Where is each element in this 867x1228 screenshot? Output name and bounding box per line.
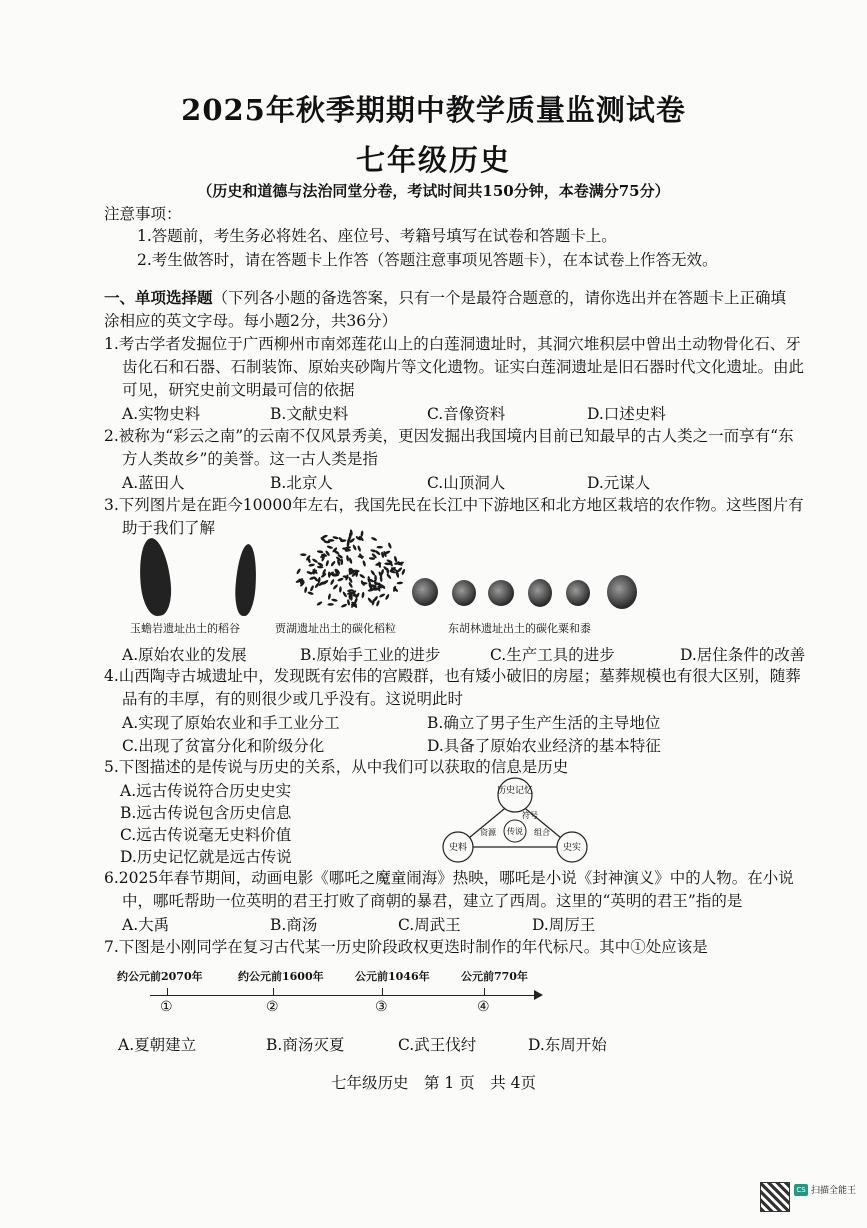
q4-text-1: 4.山西陶寺古城遗址中，发现既有宏伟的宫殿群，也有矮小破旧的房屋；墓葬规模也有很大区别，随葬 — [104, 667, 801, 685]
q5-option-d: D.历史记忆就是远古传说 — [120, 848, 292, 866]
q1-option-a: A.实物史料 — [122, 405, 201, 423]
timeline-arrow — [534, 990, 543, 1000]
q3-option-a: A.原始农业的发展 — [122, 646, 247, 664]
q4-option-a: A.实现了原始农业和手工业分工 — [122, 714, 340, 732]
q5-text-1: 5.下图描述的是传说与历史的关系，从中我们可以获取的信息是历史 — [104, 758, 569, 776]
diagram-label-memory: 历史记忆 — [496, 786, 534, 796]
q2-option-d: D.元谋人 — [587, 474, 651, 492]
section-1-title: 一、单项选择题 — [104, 288, 213, 307]
q7-option-d: D.东周开始 — [528, 1036, 607, 1054]
q2-text-2: 方人类故乡”的美誉。这一古人类是指 — [122, 450, 378, 468]
notes-item-2: 2.考生做答时，请在答题卡上作答（答题注意事项见答题卡），在本试卷上作答无效。 — [137, 251, 718, 269]
page-footer: 七年级历史 第 1 页 共 4页 — [330, 1074, 536, 1092]
notes-item-1: 1.答题前，考生务必将姓名、座位号、考籍号填写在试卷和答题卡上。 — [137, 227, 617, 245]
section-1-heading — [104, 287, 786, 309]
q1-text-2: 齿化石和石器、石制装饰、原始夹砂陶片等文化遗物。证实白莲洞遗址是旧石器时代文化遗址。由此 — [122, 358, 805, 376]
q1-option-b: B.文献史料 — [270, 405, 349, 423]
timeline-mark-1: ① — [160, 999, 173, 1015]
q3-text-1: 3.下列图片是在距今10000年左右，我国先民在长江中下游地区和北方地区栽培的农作物。这些图片有 — [104, 496, 804, 514]
q1-option-d: D.口述史料 — [587, 405, 666, 423]
caption-rice: 玉蟾岩遗址出土的稻谷 — [130, 622, 240, 635]
q5-option-c: C.远古传说毫无史料价值 — [120, 826, 292, 844]
timeline-tick-3 — [382, 988, 383, 995]
diagram-label-legend: 传说 — [507, 827, 523, 836]
subject-title: 七年级历史 — [355, 143, 511, 177]
timeline-date-2: 约公元前1600年 — [238, 970, 324, 983]
q6-option-b: B.商汤 — [270, 916, 318, 934]
timeline-date-3: 公元前1046年 — [355, 970, 430, 983]
q7-option-a: A.夏朝建立 — [118, 1036, 197, 1054]
timeline-tick-1 — [167, 988, 168, 995]
q3-text-2: 助于我们了解 — [122, 519, 216, 537]
diagram-label-sources: 史料 — [448, 843, 468, 853]
q3-option-d: D.居住条件的改善 — [680, 646, 806, 664]
caption-carbonized-rice: 贾湖遗址出土的碳化稻粒 — [275, 622, 396, 635]
q6-text-2: 中，哪吒帮助一位英明的君王打败了商朝的暴君，建立了西周。这里的“英明的君王”指的是 — [122, 892, 743, 910]
q7-text-1: 7.下图是小刚同学在复习古代某一历史阶段政权更迭时制作的年代标尺。其中①处应该是 — [104, 938, 708, 956]
q6-text-1: 6.2025年春节期间，动画电影《哪吒之魔童闹海》热映，哪吒是小说《封神演义》中的人物。在小说 — [104, 869, 794, 887]
notes-heading: 注意事项： — [104, 205, 182, 223]
timeline-mark-2: ② — [266, 999, 279, 1015]
q7-option-c: C.武王伐纣 — [398, 1036, 477, 1054]
qr-code-icon — [760, 1182, 790, 1212]
exam-title: 2025年秋季期期中教学质量监测试卷 — [181, 93, 686, 127]
timeline-mark-4: ④ — [477, 999, 490, 1015]
timeline-date-1: 约公元前2070年 — [117, 970, 203, 983]
caption-millet: 东胡林遗址出土的碳化粟和黍 — [448, 622, 591, 635]
q1-option-c: C.音像资料 — [427, 405, 506, 423]
timeline-tick-2 — [273, 988, 274, 995]
section-1-instructions: （下列各小题的备选答案，只有一个是最符合题意的，请你选出并在答题卡上正确填 — [212, 289, 787, 307]
q6-option-a: A.大禹 — [122, 916, 170, 934]
q5-option-a: A.远古传说符合历史史实 — [120, 782, 292, 800]
q2-option-a: A.蓝田人 — [122, 474, 185, 492]
timeline-mark-3: ③ — [375, 999, 388, 1015]
diagram-label-combine: 组合 — [534, 828, 550, 837]
diagram-label-symbol: 符号 — [522, 811, 538, 820]
exam-subtitle: （历史和道德与法治同堂分卷，考试时间共150分钟，本卷满分75分） — [197, 182, 670, 200]
legend-history-diagram — [430, 775, 600, 865]
q4-option-d: D.具备了原始农业经济的基本特征 — [427, 737, 661, 755]
q4-option-c: C.出现了贫富分化和阶级分化 — [122, 737, 325, 755]
q2-text-1: 2.被称为“彩云之南”的云南不仅风景秀美，更因发掘出我国境内目前已知最早的古人类之一而享有“东 — [104, 427, 794, 445]
q3-option-c: C.生产工具的进步 — [490, 646, 615, 664]
q4-text-2: 品有的丰厚，有的则很少或几乎没有。这说明此时 — [122, 690, 464, 708]
q1-text-3: 可见，研究史前文明最可信的依据 — [122, 381, 355, 399]
camscanner-icon: CS — [794, 1184, 808, 1196]
q6-option-d: D.周厉王 — [532, 916, 596, 934]
diagram-label-facts: 史实 — [562, 843, 582, 853]
diagram-label-resource: 资源 — [480, 828, 496, 837]
timeline-axis — [150, 995, 538, 996]
timeline-date-4: 公元前770年 — [461, 970, 528, 983]
carbonized-rice-image — [290, 526, 410, 616]
q1-text-1: 1.考古学者发掘位于广西柳州市南郊莲花山上的白莲洞遗址时，其洞穴堆积层中曾出土动物骨化石、牙 — [104, 335, 801, 353]
section-1-instructions-2: 涂相应的英文字母。每小题2分，共36分） — [104, 312, 398, 330]
scanner-badge-text: 扫描全能王 — [811, 1186, 857, 1196]
q4-option-b: B.确立了男子生产生活的主导地位 — [427, 714, 661, 732]
scanner-watermark — [760, 1180, 860, 1216]
timeline-tick-4 — [484, 988, 485, 995]
q3-option-b: B.原始手工业的进步 — [300, 646, 441, 664]
q2-option-b: B.北京人 — [270, 474, 333, 492]
q2-option-c: C.山顶洞人 — [427, 474, 506, 492]
q6-option-c: C.周武王 — [398, 916, 461, 934]
q7-option-b: B.商汤灭夏 — [266, 1036, 345, 1054]
q5-option-b: B.远古传说包含历史信息 — [120, 804, 292, 822]
